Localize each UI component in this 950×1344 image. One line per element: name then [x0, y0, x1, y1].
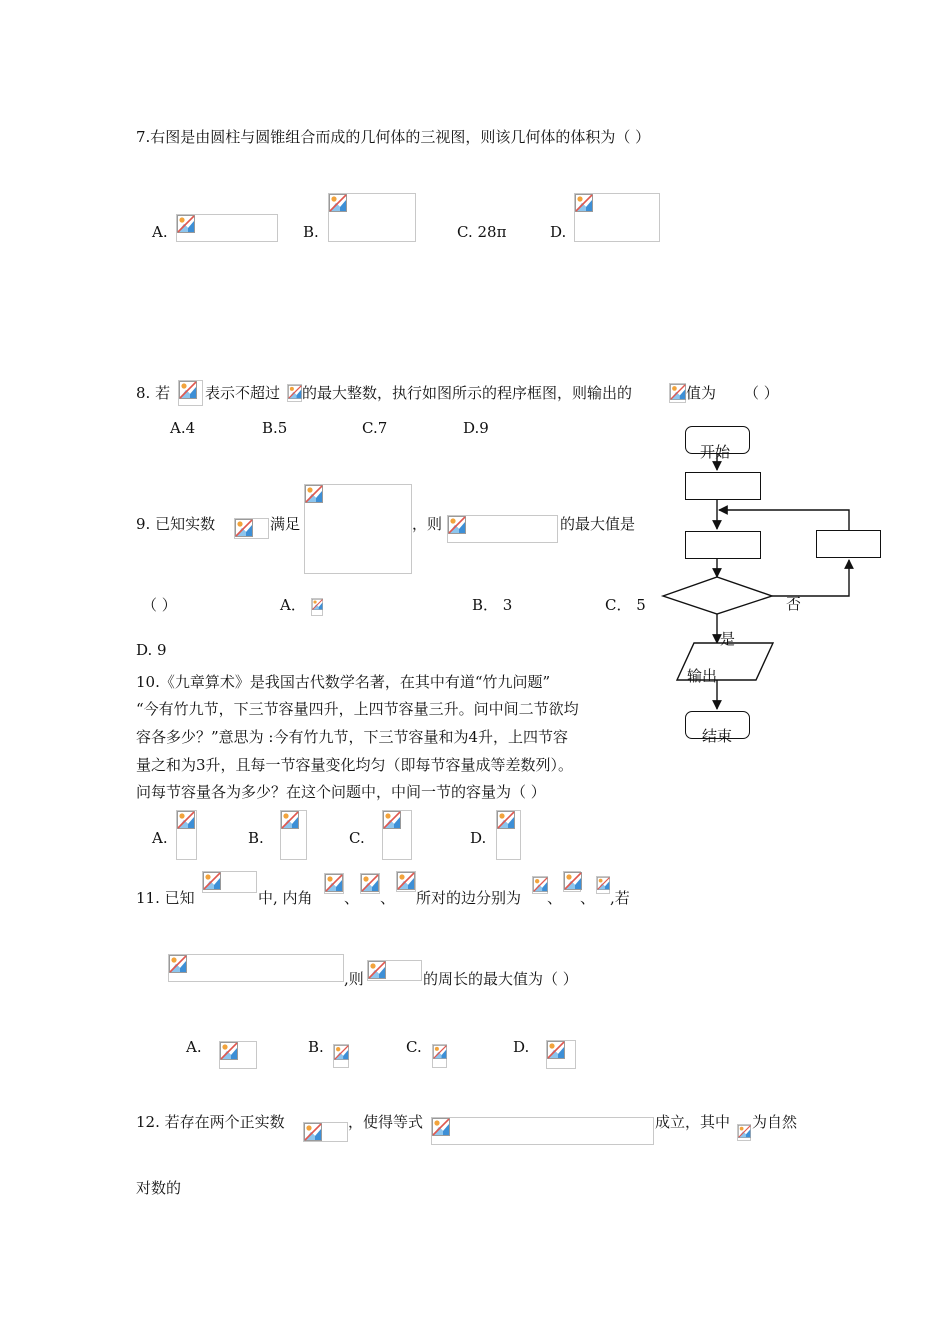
q12-line-2: 对数的: [136, 1179, 182, 1197]
q8-answer-paren: （ ）: [744, 384, 779, 402]
flowchart-yes-label: 是: [720, 630, 736, 648]
q8-option-b: B.5: [262, 419, 288, 437]
flowchart-process-box-2: [685, 531, 761, 559]
q8-option-d: D.9: [463, 419, 489, 437]
question-11-number: 11. 已知: [136, 889, 195, 907]
q10-line-4: 量之和为3升，且每一节容量变化均匀（即每节容量成等差数列）。: [136, 756, 574, 774]
q12-text-2: 成立，其中: [655, 1113, 731, 1131]
flowchart-start-label: 开始: [700, 443, 731, 461]
q11-text-4: ,则: [344, 970, 364, 988]
q8-text-2: 的最大整数，执行如图所示的程序框图，则输出的: [302, 384, 633, 402]
q11-option-c-label: C.: [406, 1038, 422, 1056]
q11-text-5: 的周长的最大值为（ ）: [423, 970, 578, 988]
q7-option-b-label: B.: [303, 223, 319, 241]
q11-text-2: 所对的边分别为: [416, 889, 522, 907]
q11-separator-3: 、: [547, 889, 563, 907]
q10-line-3: 容各多少？”意思为 :今有竹九节，下三节容量和为4升，上四节容: [136, 728, 569, 746]
q10-line-5: 问每节容量各为多少？在这个问题中，中间一节的容量为（ ）: [136, 783, 546, 801]
q10-line-2: “今有竹九节，下三节容量四升，上四节容量三升。问中间二节欲均: [136, 700, 579, 718]
q7-option-d-label: D.: [550, 223, 567, 241]
q9-option-a-label: A．: [280, 596, 306, 614]
flowchart-process-box-3: [816, 530, 881, 558]
q11-separator-2: 、: [380, 889, 396, 907]
q9-text-2: ，则: [412, 515, 443, 533]
q9-option-b: B． 3: [472, 596, 513, 614]
q11-text-3: ,若: [610, 889, 630, 907]
q12-text-3: 为自然: [752, 1113, 798, 1131]
q11-option-b-label: B.: [308, 1038, 324, 1056]
q9-option-c: C． 5: [605, 596, 646, 614]
flowchart-end-label: 结束: [702, 727, 733, 745]
q11-separator-4: 、: [580, 889, 596, 907]
q9-answer-paren: （ ）: [142, 596, 177, 614]
flowchart-output-label: 输出: [687, 667, 718, 685]
question-12-number: 12. 若存在两个正实数: [136, 1113, 285, 1131]
q10-line-1: 10.《九章算术》是我国古代数学名著，在其中有道“竹九问题”: [136, 673, 551, 691]
q11-text-1: 中, 内角: [258, 889, 313, 907]
q9-text-3: 的最大值是: [560, 515, 636, 533]
q8-option-c: C.7: [362, 419, 388, 437]
q7-option-a-label: A.: [152, 223, 168, 241]
q8-text-3: 值为: [686, 384, 717, 402]
q8-text-1: 表示不超过: [205, 384, 281, 402]
q9-option-d: D. 9: [136, 641, 167, 659]
question-8-number: 8. 若: [136, 384, 171, 402]
question-7-stem: 7.右图是由圆柱与圆锥组合而成的几何体的三视图，则该几何体的体积为（ ）: [136, 128, 651, 146]
q10-option-a-label: A.: [152, 829, 168, 847]
flowchart-process-box-1: [685, 472, 761, 500]
q10-option-c-label: C.: [349, 829, 365, 847]
q7-option-c: C. 28π: [457, 223, 507, 241]
q9-text-1: 满足: [270, 515, 301, 533]
question-9-number: 9. 已知实数: [136, 515, 216, 533]
flowchart-no-label: 否: [786, 595, 802, 613]
q11-option-d-label: D.: [513, 1038, 530, 1056]
q8-option-a: A.4: [170, 419, 196, 437]
flowchart-decision-diamond: [663, 577, 772, 614]
q12-text-1: ，使得等式: [348, 1113, 424, 1131]
q10-option-d-label: D.: [470, 829, 487, 847]
q11-option-a-label: A.: [186, 1038, 202, 1056]
q10-option-b-label: B.: [248, 829, 264, 847]
q11-separator-1: 、: [344, 889, 360, 907]
